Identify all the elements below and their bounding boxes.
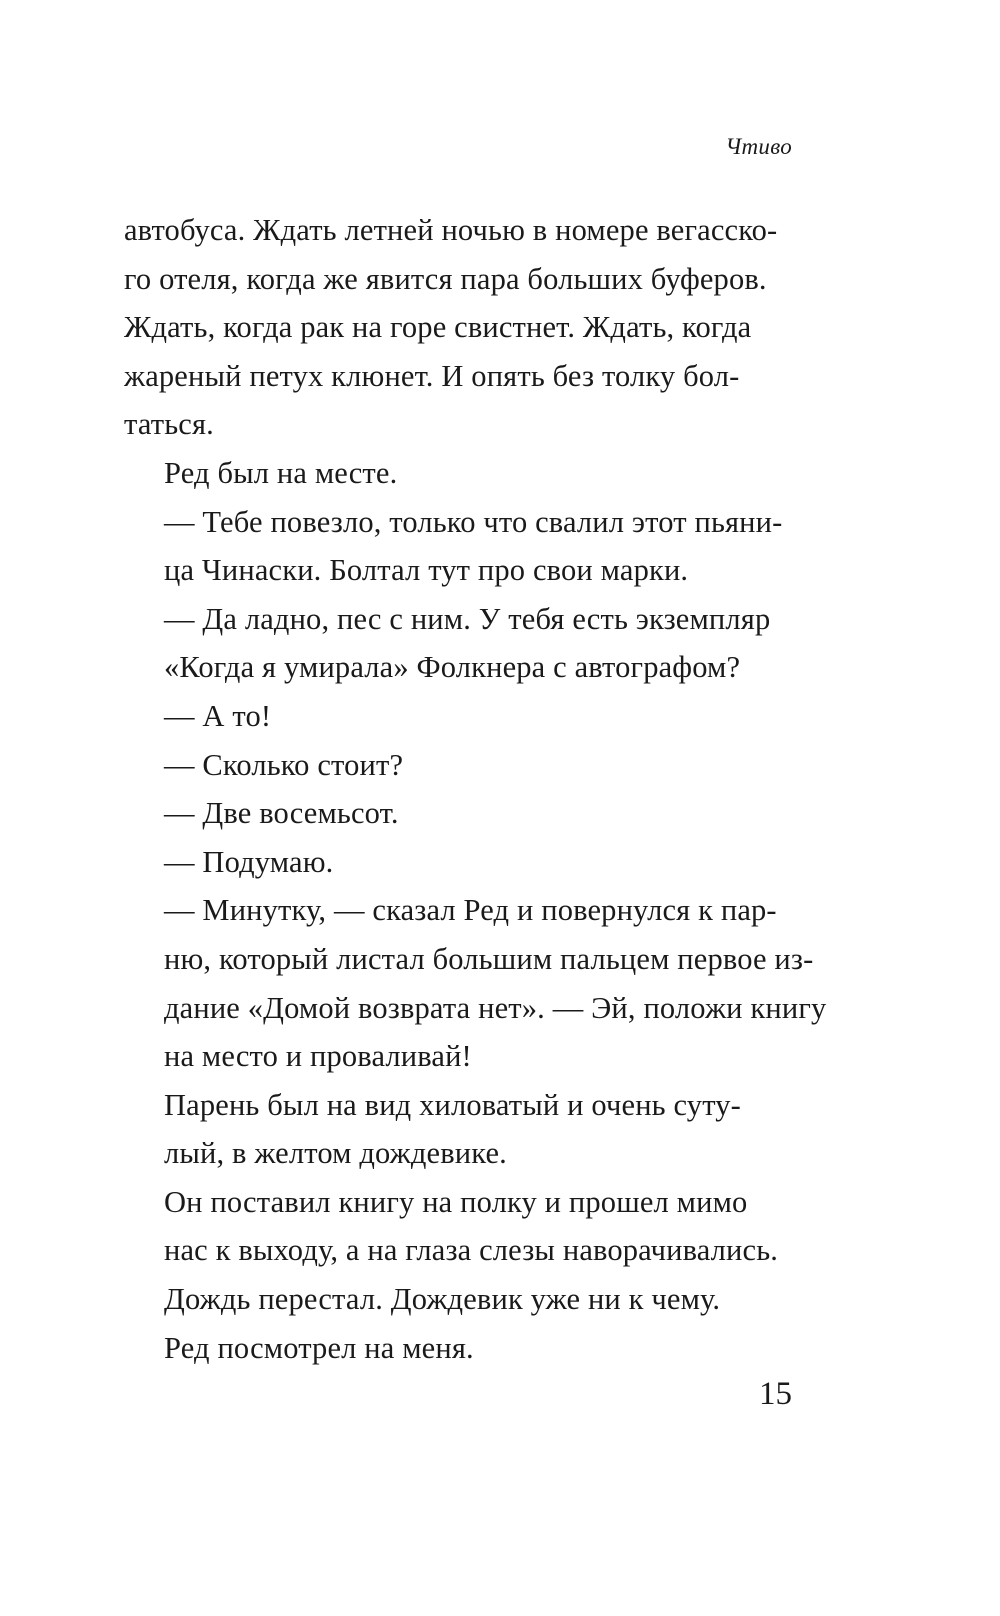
text-line: го отеля, когда же явится пара больших буферов. (124, 261, 767, 296)
text-line: — Тебе повезло, только что свалил этот пьяни- (164, 504, 783, 539)
text-line: жареный петух клюнет. И опять без толку бол- (124, 358, 740, 393)
text-line: Парень был на вид хиловатый и очень суту- (164, 1087, 741, 1122)
text-line: Он поставил книгу на полку и прошел мимо (164, 1184, 748, 1219)
text-line: Ждать, когда рак на горе свистнет. Ждать, когда (124, 310, 752, 345)
text-line: автобуса. Ждать летней ночью в номере вегасско- (124, 213, 778, 247)
running-head: Чтиво (725, 134, 792, 159)
paragraph (124, 1081, 824, 1178)
text-line: лый, в желтом дождевике. (164, 1136, 507, 1171)
page-number: 15 (759, 1376, 792, 1412)
text-line: ца Чинаски. Болтал тут про свои марки. (164, 553, 689, 588)
paragraph (124, 1324, 824, 1373)
text-line: дание «Домой возврата нет». — Эй, положи книгу (164, 990, 827, 1025)
text-line: Ред посмотрел на меня. (164, 1330, 474, 1365)
paragraph (124, 449, 824, 498)
paragraph (124, 838, 824, 887)
text-line: — Да ладно, пес с ним. У тебя есть экземпляр (164, 601, 771, 636)
text-line: — А то! (164, 698, 272, 733)
paragraph (124, 206, 824, 449)
text-line: на место и проваливай! (164, 1039, 472, 1074)
text-line: — Сколько стоит? (164, 747, 404, 782)
paragraph (124, 692, 824, 741)
text-line: — Две восемьсот. (164, 796, 399, 831)
text-line: — Подумаю. (164, 844, 334, 879)
paragraph (124, 498, 824, 595)
text-line: — Минутку, — сказал Ред и повернулся к пар- (164, 893, 777, 928)
paragraph (124, 595, 824, 692)
text-line: «Когда я умирала» Фолкнера с автографом? (164, 650, 741, 685)
text-line: Дождь перестал. Дождевик уже ни к чему. (164, 1282, 721, 1317)
paragraph (124, 741, 824, 790)
body-text (124, 206, 827, 1372)
paragraph (124, 1178, 824, 1324)
text-line: нас к выходу, а на глаза слезы наворачивались. (164, 1233, 779, 1268)
paragraph (124, 886, 827, 1080)
paragraph (124, 789, 824, 838)
text-line: ню, который листал большим пальцем первое из- (164, 941, 814, 976)
text-line: Ред был на месте. (164, 455, 398, 490)
text-line: таться. (124, 407, 214, 442)
